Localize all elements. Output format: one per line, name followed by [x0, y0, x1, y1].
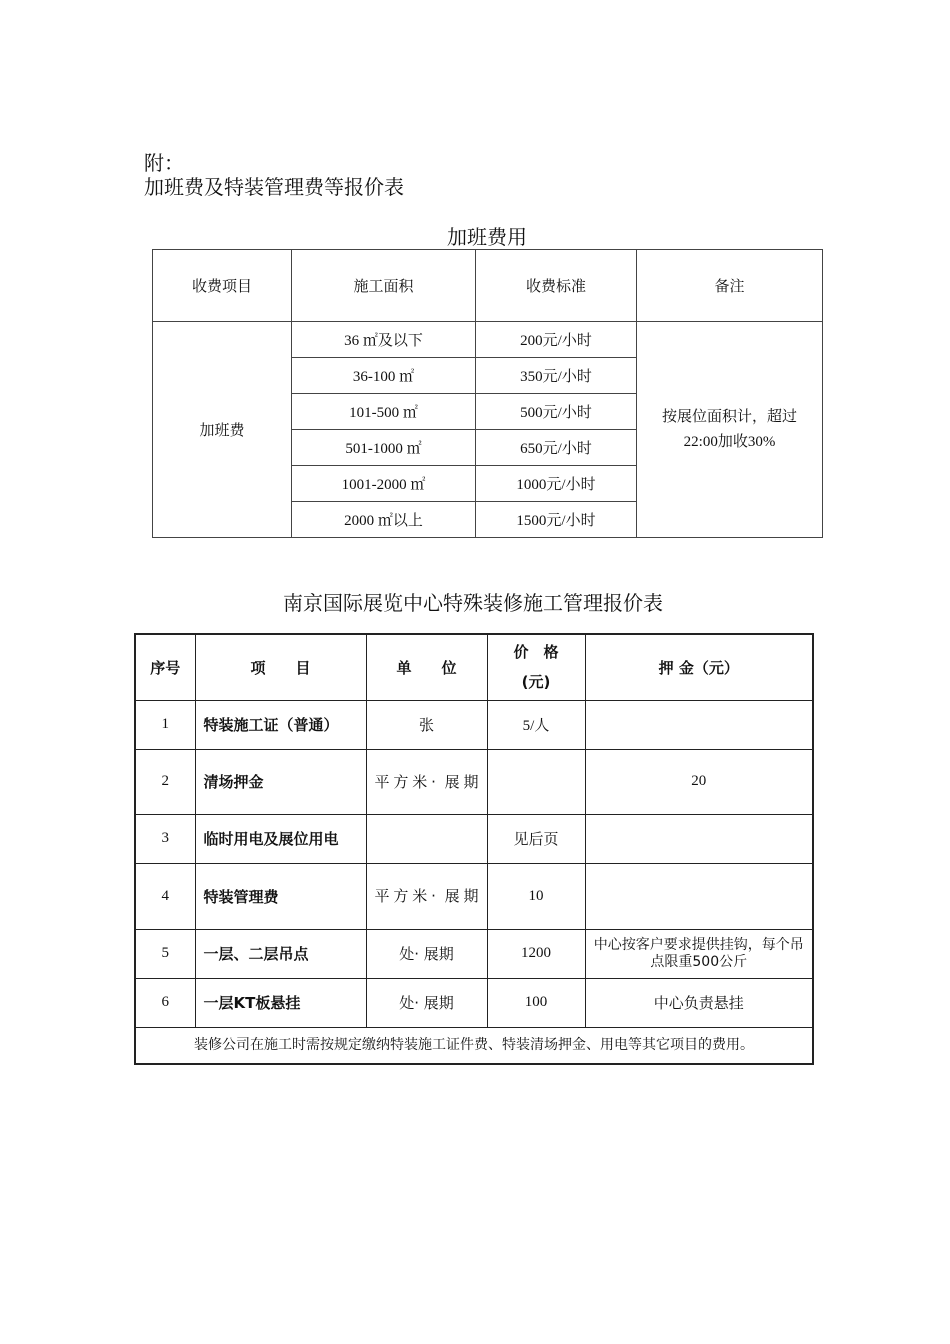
price-cell: 1200 [487, 929, 585, 978]
deposit-cell [585, 863, 813, 929]
rate-cell: 500元/小时 [476, 394, 637, 430]
rate-cell: 1000元/小时 [476, 466, 637, 502]
unit-cell: 张 [366, 700, 487, 749]
item-cell: 临时用电及展位用电 [195, 814, 366, 863]
rate-cell: 1500元/小时 [476, 502, 637, 538]
header-cell: 收费标准 [476, 250, 637, 322]
document-heading: 加班费及特装管理费等报价表 [144, 175, 404, 199]
header-cell: 押 金（元） [585, 634, 813, 700]
area-cell: 2000 ㎡以上 [292, 502, 476, 538]
header-cell: 收费项目 [153, 250, 292, 322]
header-cell: 单 位 [366, 634, 487, 700]
header-cell [487, 634, 585, 700]
area-cell: 101-500 ㎡ [292, 394, 476, 430]
rate-cell: 200元/小时 [476, 322, 637, 358]
management-table-title: 南京国际展览中心特殊装修施工管理报价表 [283, 591, 663, 615]
area-cell: 36 ㎡及以下 [292, 322, 476, 358]
unit-cell: 平方米· 展期 [366, 863, 487, 929]
price-header-line2: (元) [521, 673, 551, 692]
price-cell [487, 749, 585, 814]
no-cell: 3 [135, 814, 195, 863]
table-row [153, 322, 823, 358]
table-row [135, 929, 813, 978]
table-row [135, 978, 813, 1027]
item-cell: 特装管理费 [195, 863, 366, 929]
rate-cell: 650元/小时 [476, 430, 637, 466]
rate-cell: 350元/小时 [476, 358, 637, 394]
header-cell: 序号 [135, 634, 195, 700]
area-cell: 501-1000 ㎡ [292, 430, 476, 466]
overtime-table-title: 加班费用 [447, 225, 527, 249]
table-footnote-row [135, 1027, 813, 1064]
item-cell: 清场押金 [195, 749, 366, 814]
price-cell: 见后页 [487, 814, 585, 863]
item-cell: 一层、二层吊点 [195, 929, 366, 978]
unit-cell [366, 814, 487, 863]
deposit-cell: 中心负责悬挂 [585, 978, 813, 1027]
deposit-cell [585, 814, 813, 863]
no-cell: 5 [135, 929, 195, 978]
fee-item-cell: 加班费 [153, 322, 292, 538]
unit-cell: 平方米· 展期 [366, 749, 487, 814]
no-cell: 1 [135, 700, 195, 749]
deposit-cell: 20 [585, 749, 813, 814]
item-cell: 特装施工证（普通） [195, 700, 366, 749]
header-cell: 备注 [637, 250, 823, 322]
table-row [135, 863, 813, 929]
no-cell: 4 [135, 863, 195, 929]
table-header-row [153, 250, 823, 322]
management-fee-table [134, 633, 814, 1065]
area-cell: 1001-2000 ㎡ [292, 466, 476, 502]
price-cell: 10 [487, 863, 585, 929]
no-cell: 2 [135, 749, 195, 814]
table-header-row [135, 634, 813, 700]
attachment-label: 附： [144, 151, 184, 175]
item-cell: 一层KT板悬挂 [195, 978, 366, 1027]
note-cell: 按展位面积计，超过22:00加收30% [637, 322, 823, 538]
area-cell: 36-100 ㎡ [292, 358, 476, 394]
unit-cell: 处· 展期 [366, 978, 487, 1027]
price-cell: 5/人 [487, 700, 585, 749]
price-cell: 100 [487, 978, 585, 1027]
price-header-line1: 价 格 [513, 643, 559, 662]
header-cell: 施工面积 [292, 250, 476, 322]
unit-cell: 处· 展期 [366, 929, 487, 978]
no-cell: 6 [135, 978, 195, 1027]
table-row [135, 814, 813, 863]
overtime-fee-table [152, 249, 823, 538]
header-cell: 项 目 [195, 634, 366, 700]
deposit-cell: 中心按客户要求提供挂钩，每个吊点限重500公斤 [585, 929, 813, 978]
table-row [135, 700, 813, 749]
table-row [135, 749, 813, 814]
footnote-cell: 装修公司在施工时需按规定缴纳特装施工证件费、特装清场押金、用电等其它项目的费用。 [135, 1027, 813, 1064]
deposit-cell [585, 700, 813, 749]
